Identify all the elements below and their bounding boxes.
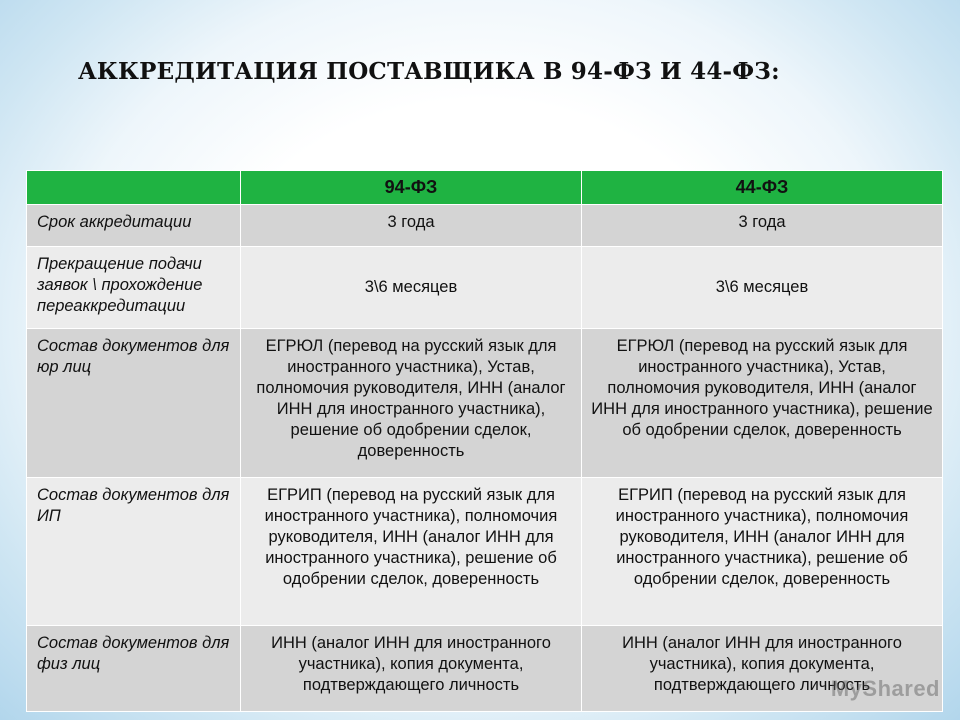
cell-44fz: ИНН (аналог ИНН для иностранного участника), копия документа, подтверждающего личность xyxy=(582,626,943,712)
cell-94fz: 3\6 месяцев xyxy=(241,247,582,329)
table-row xyxy=(27,478,943,626)
table-header-row xyxy=(27,171,943,205)
row-label: Состав документов для физ лиц xyxy=(27,626,241,712)
table-row xyxy=(27,247,943,329)
table-row xyxy=(27,205,943,247)
header-cell-empty xyxy=(27,171,241,205)
cell-44fz: 3\6 месяцев xyxy=(582,247,943,329)
cell-94fz: ИНН (аналог ИНН для иностранного участника), копия документа, подтверждающего личность xyxy=(241,626,582,712)
row-label: Срок аккредитации xyxy=(27,205,241,247)
table-row xyxy=(27,329,943,478)
cell-94fz: ЕГРЮЛ (перевод на русский язык для иностранного участника), Устав, полномочия руководителя, ИНН (аналог ИНН для иностранного участника), решение об одобрении сделок, доверенность xyxy=(241,329,582,478)
table-row xyxy=(27,626,943,712)
cell-94fz: 3 года xyxy=(241,205,582,247)
cell-44fz: 3 года xyxy=(582,205,943,247)
header-cell-94fz: 94-ФЗ xyxy=(241,171,582,205)
row-label: Состав документов для ИП xyxy=(27,478,241,626)
cell-44fz: ЕГРЮЛ (перевод на русский язык для иностранного участника), Устав, полномочия руководителя, ИНН (аналог ИНН для иностранного участника), решение об одобрении сделок, доверенность xyxy=(582,329,943,478)
header-cell-44fz: 44-ФЗ xyxy=(582,171,943,205)
row-label: Прекращение подачи заявок \ прохождение переаккредитации xyxy=(27,247,241,329)
accreditation-table xyxy=(26,170,943,712)
page-title: АККРЕДИТАЦИЯ ПОСТАВЩИКА В 94-ФЗ И 44-ФЗ: xyxy=(78,58,780,85)
cell-44fz: ЕГРИП (перевод на русский язык для иностранного участника), полномочия руководителя, ИНН (аналог ИНН для иностранного участника), решение об одобрении сделок, доверенность xyxy=(582,478,943,626)
watermark: MyShared xyxy=(830,676,940,701)
cell-94fz: ЕГРИП (перевод на русский язык для иностранного участника), полномочия руководителя, ИНН (аналог ИНН для иностранного участника), решение об одобрении сделок, доверенность xyxy=(241,478,582,626)
row-label: Состав документов для юр лиц xyxy=(27,329,241,478)
